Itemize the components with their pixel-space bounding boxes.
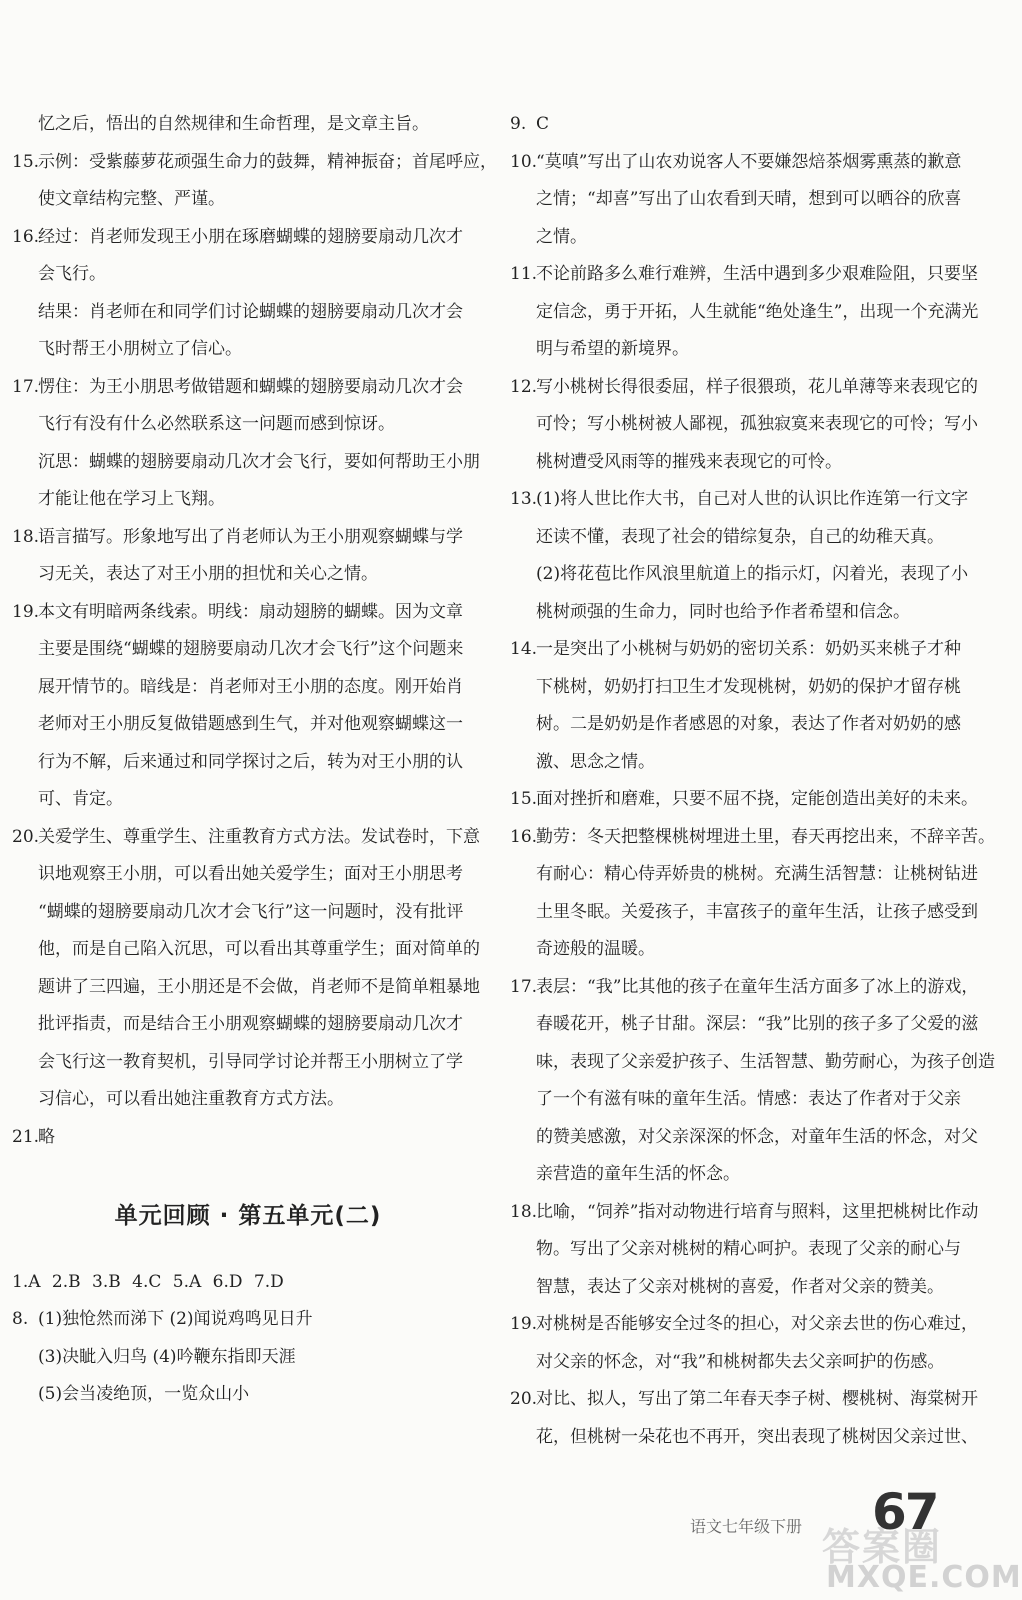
answer-number: 17. bbox=[510, 976, 538, 997]
answer-line: “莫嗔”写出了山农劝说客人不要嫌怨焙茶烟雾熏蒸的歉意 bbox=[536, 151, 962, 172]
answer-line: 示例：受紫藤萝花顽强生命力的鼓舞，精神振奋；首尾呼应， bbox=[38, 151, 497, 172]
answer-item bbox=[12, 819, 484, 1119]
answer-line: 可、肯定。 bbox=[38, 789, 123, 809]
answer-item bbox=[12, 144, 497, 219]
left-column bbox=[12, 106, 497, 1414]
answer-number: 14. bbox=[510, 639, 538, 659]
answer-item bbox=[12, 1119, 484, 1157]
answer-line: 使文章结构完整、严谨。 bbox=[38, 189, 225, 209]
answer-number: 15. bbox=[510, 789, 538, 809]
answer-subline: 才能让他在学习上飞翔。 bbox=[38, 489, 225, 509]
answer-line: (1)将人世比作大书，自己对人世的认识比作连第一行文字 bbox=[536, 489, 969, 509]
left-answer-list bbox=[12, 106, 497, 1156]
answer-line: 略 bbox=[38, 1126, 55, 1147]
answer-number: 16. bbox=[510, 826, 538, 847]
answer-number: 18. bbox=[510, 1201, 538, 1222]
answer-number: 12. bbox=[510, 376, 538, 397]
answer-line: 明与希望的新境界。 bbox=[536, 339, 689, 359]
answer-number: 20. bbox=[12, 826, 40, 847]
answer-line: 之情。 bbox=[536, 226, 587, 247]
answer-line: “蝴蝶的翅膀要扇动几次才会飞行”这一问题时，没有批评 bbox=[38, 901, 464, 922]
answer-item bbox=[510, 631, 978, 781]
answer-line: 主要是围绕“蝴蝶的翅膀要扇动几次才会飞行”这个问题来 bbox=[38, 639, 464, 659]
answer-line: 还读不懂，表现了社会的错综复杂，自己的幼稚天真。 bbox=[536, 526, 944, 547]
answer-line: 题讲了三四遍，王小朋还是不会做，肖老师不是简单粗暴地 bbox=[38, 976, 480, 997]
answer-line: 树。二是奶奶是作者感恩的对象，表达了作者对奶奶的感 bbox=[536, 714, 961, 734]
answer-item bbox=[510, 106, 978, 144]
answer-line: 下桃树，奶奶打扫卫生才发现桃树，奶奶的保护才留存桃 bbox=[536, 676, 961, 697]
answer-line: 味，表现了父亲爱护孩子、生活智慧、勤劳耐心，为孩子创造 bbox=[536, 1051, 995, 1072]
answer-line: 经过：肖老师发现王小朋在琢磨蝴蝶的翅膀要扇动几次才 bbox=[38, 226, 463, 247]
answer-number: 20. bbox=[510, 1389, 538, 1409]
answer-item bbox=[510, 1306, 978, 1381]
answer-line: 春暖花开，桃子甘甜。深层：“我”比别的孩子多了父爱的滋 bbox=[536, 1014, 979, 1034]
answer-line: 关爱学生、尊重学生、注重教育方式方法。发试卷时，下意 bbox=[38, 826, 480, 847]
answer-line: 亲营造的童年生活的怀念。 bbox=[536, 1164, 740, 1184]
answer-number: 21. bbox=[12, 1126, 40, 1147]
answer-line: (3)决眦入归鸟 (4)吟鞭东指即天涯 bbox=[38, 1346, 296, 1367]
answer-line: 奇迹般的温暖。 bbox=[536, 939, 655, 959]
right-column bbox=[510, 106, 995, 1456]
answer-item bbox=[510, 969, 995, 1194]
answer-number: 10. bbox=[510, 151, 538, 172]
right-answer-list bbox=[510, 106, 995, 1456]
answer-line: 语言描写。形象地写出了肖老师认为王小朋观察蝴蝶与学 bbox=[38, 526, 463, 547]
answer-line: 会飞行。 bbox=[38, 264, 106, 284]
answer-item bbox=[510, 256, 978, 369]
answer-number: 19. bbox=[510, 1314, 538, 1334]
answer-line: 智慧，表达了父亲对桃树的喜爱，作者对父亲的赞美。 bbox=[536, 1276, 944, 1297]
answer-item bbox=[510, 819, 995, 969]
answer-line: 对桃树是否能够安全过冬的担心，对父亲去世的伤心难过， bbox=[536, 1314, 978, 1334]
answer-line: 定信念，勇于开拓，人生就能“绝处逢生”，出现一个充满光 bbox=[536, 301, 979, 322]
answer-line: 有耐心：精心侍弄娇贵的桃树。充满生活智慧：让桃树钻进 bbox=[536, 864, 978, 884]
answer-line: 勤劳：冬天把整棵桃树埋进土里，春天再挖出来，不辞辛苦。 bbox=[536, 826, 995, 847]
answer-number: 16. bbox=[12, 226, 40, 247]
answer-line: 可怜；写小桃树被人鄙视，孤独寂寞来表现它的可怜；写小 bbox=[536, 414, 978, 434]
answer-line: 一是突出了小桃树与奶奶的密切关系：奶奶买来桃子才种 bbox=[536, 639, 961, 659]
watermark-url: MXQE.COM bbox=[826, 1560, 1022, 1595]
answer-line: 愣住：为王小朋思考做错题和蝴蝶的翅膀要扇动几次才会 bbox=[38, 376, 463, 397]
answer-number: 8. bbox=[12, 1309, 29, 1329]
answer-subline: (2)将花苞比作风浪里航道上的指示灯，闪着光，表现了小 bbox=[536, 564, 969, 584]
answer-item bbox=[510, 781, 978, 819]
answer-number: 9. bbox=[510, 114, 527, 134]
answer-line: 对父亲的怀念，对“我”和桃树都失去父亲呵护的伤感。 bbox=[536, 1351, 945, 1372]
answer-subline: 飞时帮王小朋树立了信心。 bbox=[38, 339, 242, 359]
answer-number: 15. bbox=[12, 151, 40, 172]
answer-item bbox=[510, 1381, 978, 1456]
answer-line: 批评指责，而是结合王小朋观察蝴蝶的翅膀要扇动几次才 bbox=[38, 1014, 463, 1034]
answer-line: 土里冬眠。关爱孩子，丰富孩子的童年生活，让孩子感受到 bbox=[536, 901, 978, 922]
answer-item bbox=[510, 1194, 978, 1307]
answer-line: 会飞行这一教育契机，引导同学讨论并帮王小朋树立了学 bbox=[38, 1051, 463, 1072]
answer-line: 写小桃树长得很委屈，样子很猥琐，花儿单薄等来表现它的 bbox=[536, 376, 978, 397]
section-title: 单元回顾 · 第五单元(二) bbox=[114, 1203, 382, 1229]
answer-number: 13. bbox=[510, 489, 538, 509]
answer-line: 不论前路多么难行难辨，生活中遇到多少艰难险阻，只要坚 bbox=[536, 264, 978, 284]
answer-subline: 结果：肖老师在和同学们讨论蝴蝶的翅膀要扇动几次才会 bbox=[38, 301, 463, 322]
watermark-logo: 答案圈 bbox=[822, 1525, 943, 1569]
answer-number: 19. bbox=[12, 601, 40, 622]
answer-item bbox=[510, 369, 978, 482]
answer-item bbox=[510, 144, 978, 257]
answer-line: 了一个有滋有味的童年生活。情感：表达了作者对于父亲 bbox=[536, 1089, 961, 1109]
answer-line: 飞行有没有什么必然联系这一问题而感到惊讶。 bbox=[38, 414, 395, 434]
answer-line: 花，但桃树一朵花也不再开，突出表现了桃树因父亲过世、 bbox=[536, 1426, 978, 1447]
answer-line: 桃树遭受风雨等的摧残来表现它的可怜。 bbox=[536, 451, 842, 472]
answer-line: 他，而是自己陷入沉思，可以看出其尊重学生；面对简单的 bbox=[38, 939, 480, 959]
answer-line: 识地观察王小朋，可以看出她关爱学生；面对王小朋思考 bbox=[38, 864, 463, 884]
answer-line: 本文有明暗两条线索。明线：扇动翅膀的蝴蝶。因为文章 bbox=[38, 601, 463, 622]
answer-item bbox=[12, 106, 484, 144]
answer-line: 表层：“我”比其他的孩子在童年生活方面多了冰上的游戏， bbox=[536, 976, 979, 997]
answer-number: 17. bbox=[12, 376, 40, 397]
answer-line: 忆之后，悟出的自然规律和生命哲理，是文章主旨。 bbox=[38, 114, 429, 134]
answer-line: 习信心，可以看出她注重教育方式方法。 bbox=[38, 1089, 344, 1109]
answer-line: C bbox=[536, 114, 550, 134]
answer-line: 比喻，“饲养”指对动物进行培育与照料，这里把桃树比作动 bbox=[536, 1201, 979, 1222]
answer-line: 物。写出了父亲对桃树的精心呵护。表现了父亲的耐心与 bbox=[536, 1239, 961, 1259]
answer-item bbox=[12, 369, 484, 519]
answer-number: 11. bbox=[510, 264, 538, 284]
answer-line: (1)独怆然而涕下 (2)闻说鸡鸣见日升 bbox=[38, 1309, 313, 1329]
mc-answers: 1.A 2.B 3.B 4.C 5.A 6.D 7.D bbox=[12, 1271, 284, 1292]
answer-item bbox=[12, 519, 484, 594]
answer-line: 激、思念之情。 bbox=[536, 751, 655, 772]
answer-line: (5)会当凌绝顶，一览众山小 bbox=[38, 1384, 250, 1404]
answer-line: 老师对王小朋反复做错题感到生气，并对他观察蝴蝶这一 bbox=[38, 714, 463, 734]
answer-line: 展开情节的。暗线是：肖老师对王小朋的态度。刚开始肖 bbox=[38, 676, 463, 697]
book-label: 语文七年级下册 bbox=[690, 1517, 803, 1536]
page-number: 67 bbox=[872, 1483, 938, 1541]
answer-subline: 沉思：蝴蝶的翅膀要扇动几次才会飞行，要如何帮助王小朋 bbox=[38, 451, 480, 472]
answer-item bbox=[12, 594, 484, 819]
answer-line: 之情；“却喜”写出了山农看到天晴，想到可以晒谷的欣喜 bbox=[536, 189, 962, 209]
answer-line: 习无关，表达了对王小朋的担忧和关心之情。 bbox=[38, 564, 378, 584]
answer-item bbox=[12, 219, 484, 369]
answer-line: 对比、拟人，写出了第二年春天李子树、樱桃树、海棠树开 bbox=[536, 1389, 978, 1409]
answer-number: 18. bbox=[12, 526, 40, 547]
answer-line: 的赞美感激，对父亲深深的怀念，对童年生活的怀念，对父 bbox=[536, 1126, 978, 1147]
answer-item bbox=[510, 481, 978, 631]
answer-item-8 bbox=[12, 1301, 484, 1339]
answer-subline: 桃树顽强的生命力，同时也给予作者希望和信念。 bbox=[536, 601, 910, 622]
answer-line: 面对挫折和磨难，只要不屈不挠，定能创造出美好的未来。 bbox=[536, 789, 978, 809]
answer-line: 行为不解，后来通过和同学探讨之后，转为对王小朋的认 bbox=[38, 751, 463, 772]
